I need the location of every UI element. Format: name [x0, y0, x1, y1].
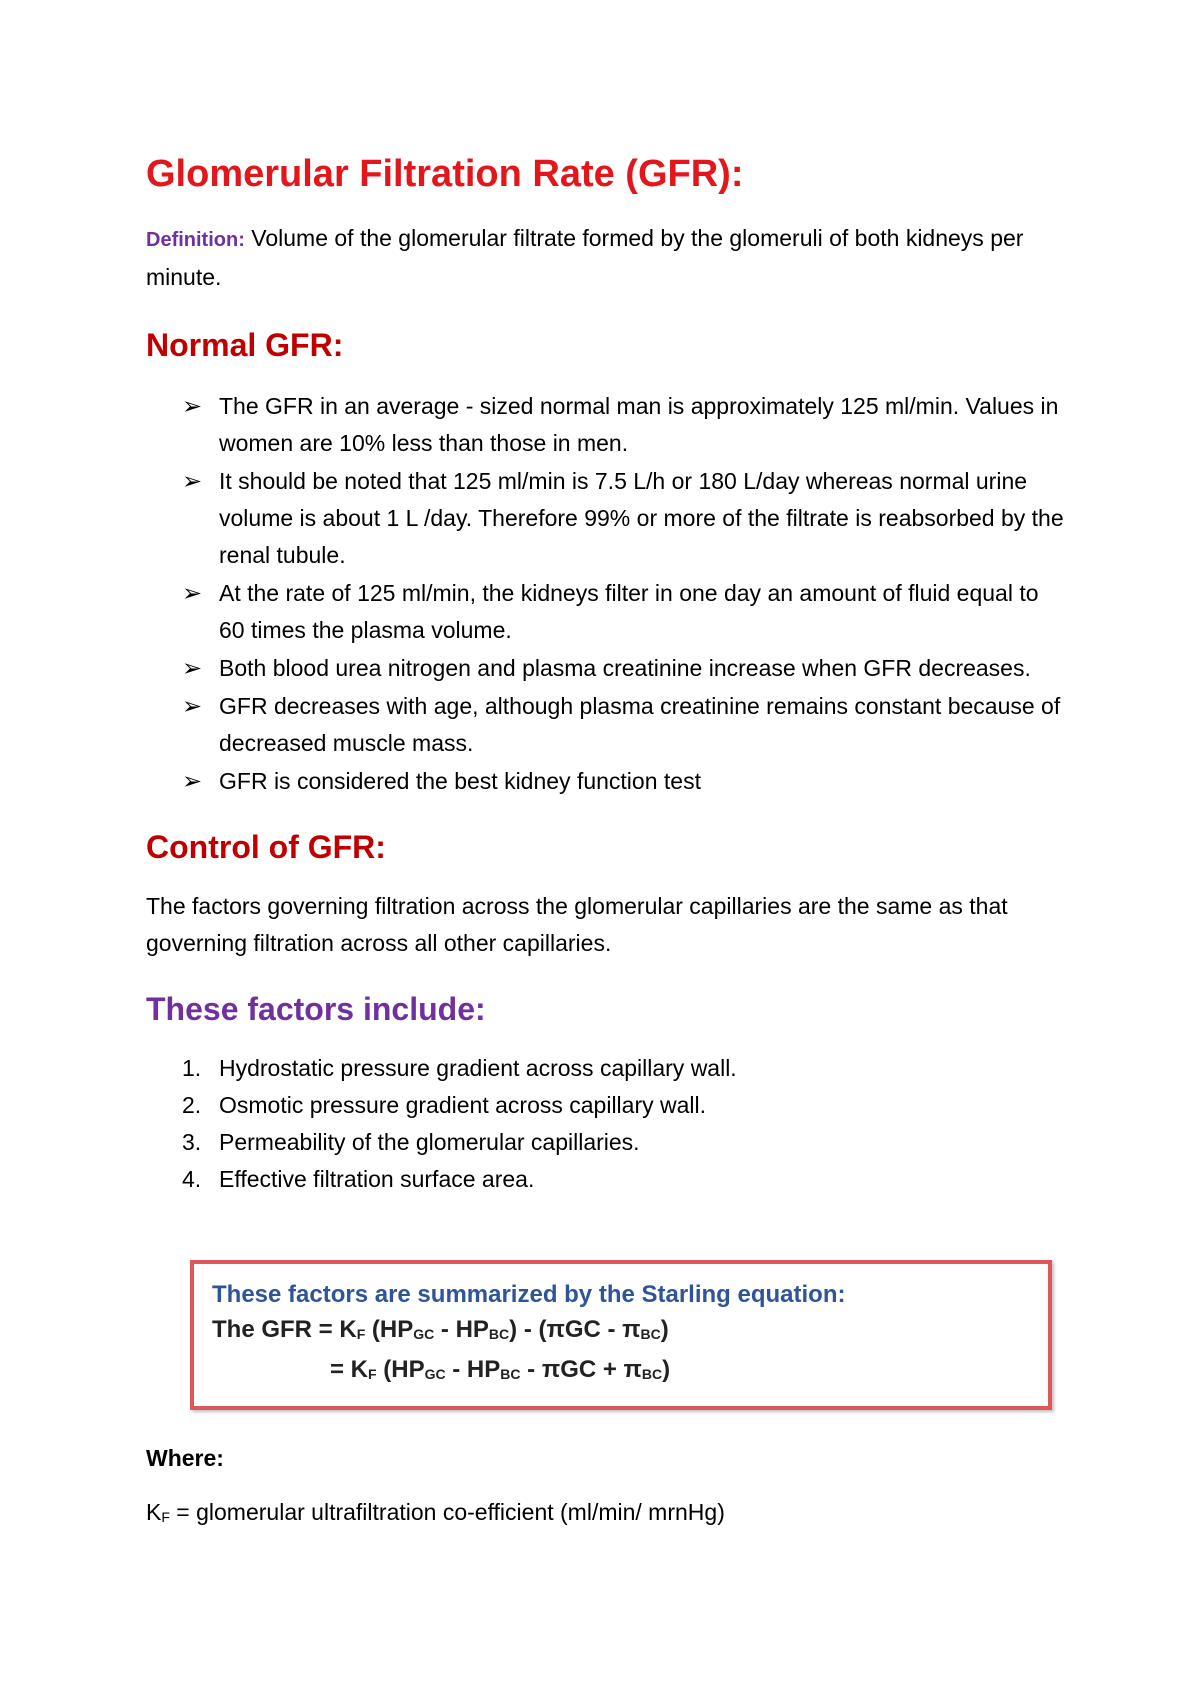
definition-paragraph [146, 220, 1066, 296]
factors-heading: These factors include: [146, 991, 486, 1027]
arrow-bullet-icon: ➢ [182, 654, 203, 682]
normal-gfr-list [146, 388, 1066, 800]
arrow-bullet-icon: ➢ [182, 579, 203, 607]
list-item: ➢ GFR decreases with age, although plasma creatinine remains constant because of decreased muscle mass. [146, 688, 1066, 762]
normal-gfr-heading: Normal GFR: [146, 327, 344, 363]
arrow-bullet-icon: ➢ [182, 467, 203, 495]
list-item: 3. Permeability of the glomerular capillaries. [182, 1129, 640, 1155]
arrow-bullet-icon: ➢ [182, 692, 203, 720]
arrow-bullet-icon: ➢ [182, 392, 203, 420]
list-item: ➢ GFR is considered the best kidney function test [146, 763, 1066, 800]
starling-equation-line-1: The GFR = $K_F$ $(HP_{GC} - HP_{BC}) - (\pi GC - \pi_{BC})$ [212, 1316, 669, 1343]
definition-text: Volume of the glomerular filtrate formed by the glomeruli of both kidneys per minute. [146, 225, 1024, 290]
list-item: 1. Hydrostatic pressure gradient across capillary wall. [182, 1055, 737, 1081]
control-gfr-heading: Control of GFR: [146, 829, 386, 865]
list-item: ➢ At the rate of 125 ml/min, the kidneys filter in one day an amount of fluid equal to 60 times the plasma volume. [146, 575, 1066, 649]
starling-equation-line-2: = $K_F$ $(HP_{GC} - HP_{BC} - \pi GC + \pi_{BC})$ [330, 1356, 671, 1383]
list-item: ➢ The GFR in an average - sized normal man is approximately 125 ml/min. Values in women are 10% less than those in men. [146, 388, 1066, 462]
document-page [146, 150, 1066, 1198]
kf-definition: $K_F$ = glomerular ultrafiltration co-efficient (ml/min/ mrnHg) [146, 1499, 725, 1525]
list-item: 2. Osmotic pressure gradient across capillary wall. [182, 1092, 707, 1118]
starling-equation-title: These factors are summarized by the Starling equation: [212, 1281, 846, 1308]
control-gfr-paragraph: The factors governing filtration across the glomerular capillaries are the same as that governing filtration across all other capillaries. [146, 893, 1008, 956]
arrow-bullet-icon: ➢ [182, 767, 203, 795]
page-title: Glomerular Filtration Rate (GFR): [146, 153, 744, 195]
where-label: Where: [146, 1445, 224, 1471]
list-item: ➢ It should be noted that 125 ml/min is 7.5 L/h or 180 L/day whereas normal urine volume is about 1 L /day. Therefore 99% or more of the filtrate is reabsorbed by the renal tubule. [146, 463, 1066, 574]
factors-list [146, 1050, 1066, 1198]
list-item: ➢ Both blood urea nitrogen and plasma creatinine increase when GFR decreases. [146, 650, 1066, 687]
list-item: 4. Effective filtration surface area. [182, 1166, 535, 1192]
definition-label: Definition: [146, 229, 245, 251]
starling-equation-box [190, 1260, 1052, 1410]
